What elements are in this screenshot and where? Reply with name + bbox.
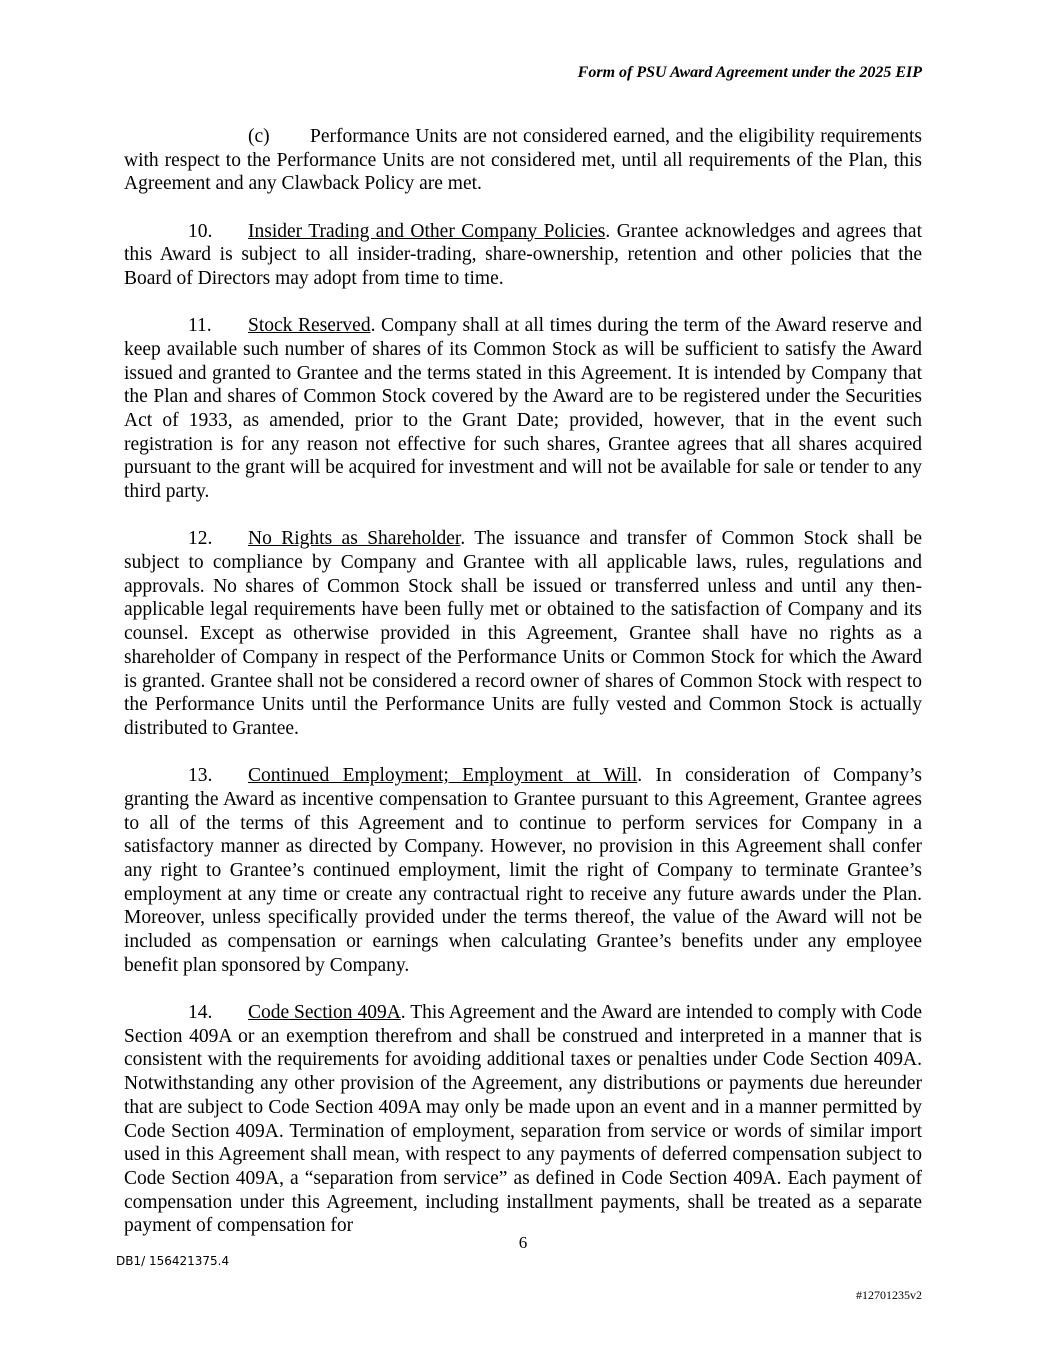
section-heading: Stock Reserved — [248, 315, 371, 337]
heading-punctuation: . — [370, 315, 376, 337]
heading-punctuation: . — [605, 220, 611, 242]
section-heading: Code Section 409A — [248, 1002, 401, 1023]
section-number: 14. — [188, 1002, 213, 1023]
paragraph-c — [124, 125, 922, 196]
paragraph-number: (c) — [248, 126, 270, 147]
section-heading: Continued Employment; Employment at Will — [248, 765, 638, 787]
section-text: Grantee acknowledges and agrees that this Award is subject to all insider-trading, share-ownership, retention and other policies that the Board of Directors may adopt from time to time. — [124, 220, 922, 290]
section-number: 11. — [188, 315, 212, 337]
document-id: DB1/ 156421375.4 — [116, 1254, 230, 1268]
section-12-no-rights-as-shareholder — [124, 527, 922, 740]
document-body — [124, 125, 922, 1238]
section-10-insider-trading — [124, 220, 922, 291]
section-text: In consideration of Company’s granting the Award as incentive compensation to Grantee pursuant to this Agreement, Grantee agrees to all of the terms of this Agreement and to continue to perform services for Company in a satisfactory manner as directed by Company. However, no provision in this Agreement shall confer any right to Grantee’s continued employment, limit the right of Company to terminate Grantee’s employment at any time or create any contractual right to receive any future awards under the Plan. Moreover, unless specifically provided under the terms thereof, the value of the Award will not be included as compensation or earnings when calculating Grantee’s benefits under any employee benefit plan sponsored by Company. — [124, 765, 922, 976]
section-11-stock-reserved — [124, 314, 922, 504]
page-number: 6 — [518, 1233, 528, 1252]
section-13-continued-employment — [124, 764, 922, 977]
section-number: 13. — [188, 765, 213, 787]
section-14-code-section-409a — [124, 1001, 922, 1238]
section-text: The issuance and transfer of Common Stock shall be subject to compliance by Company and Grantee with all applicable laws, rules, regulations and approvals. No shares of Common Stock shall be issued or transferred unless and until any then-applicable legal requirements have been fully met or obtained to the satisfaction of Company and its counsel. Except as otherwise provided in this Agreement, Grantee shall have no rights as a shareholder of Company in respect of the Performance Units or Common Stock for which the Award is granted. Grantee shall not be considered a record owner of shares of Common Stock with respect to the Performance Units until the Performance Units are fully vested and Common Stock is actually distributed to Grantee. — [124, 528, 922, 739]
section-heading: Insider Trading and Other Company Policies — [248, 220, 606, 242]
section-number: 10. — [188, 220, 213, 242]
version-code: #12701235v2 — [856, 1288, 922, 1302]
section-text: This Agreement and the Award are intended to comply with Code Section 409A or an exemption therefrom and shall be construed and interpreted in a manner that is consistent with the requirements for avoiding additional taxes or penalties under Code Section 409A. Notwithstanding any other provision of the Agreement, any distributions or payments due hereunder that are subject to Code Section 409A may only be made upon an event and in a manner permitted by Code Section 409A. Termination of employment, separation from service or words of similar import used in this Agreement shall mean, with respect to any payments of deferred compensation subject to Code Section 409A, a “separation from service” as defined in Code Section 409A. Each payment of compensation under this Agreement, including installment payments, shall be treated as a separate payment of compensation for — [124, 1002, 922, 1237]
heading-punctuation: . — [400, 1002, 406, 1023]
section-text: Company shall at all times during the term of the Award reserve and keep available such number of shares of its Common Stock as will be sufficient to satisfy the Award issued and granted to Grantee and the terms stated in this Agreement. It is intended by Company that the Plan and shares of Common Stock covered by the Award are to be registered under the Securities Act of 1933, as amended, prior to the Grant Date; provided, however, that in the event such registration is for any reason not effective for such shares, Grantee agrees that all shares acquired pursuant to the grant will be acquired for investment and will not be available for sale or tender to any third party. — [124, 315, 922, 503]
heading-punctuation: . — [460, 528, 466, 550]
section-heading: No Rights as Shareholder — [248, 528, 461, 550]
paragraph-text: Performance Units are not considered earned, and the eligibility requirements with respect to the Performance Units are not considered met, until all requirements of the Plan, this Agreement and any Clawback Policy are met. — [124, 126, 922, 195]
section-number: 12. — [188, 528, 213, 550]
heading-punctuation: . — [637, 765, 643, 787]
document-header-title: Form of PSU Award Agreement under the 2025 EIP — [577, 64, 922, 81]
